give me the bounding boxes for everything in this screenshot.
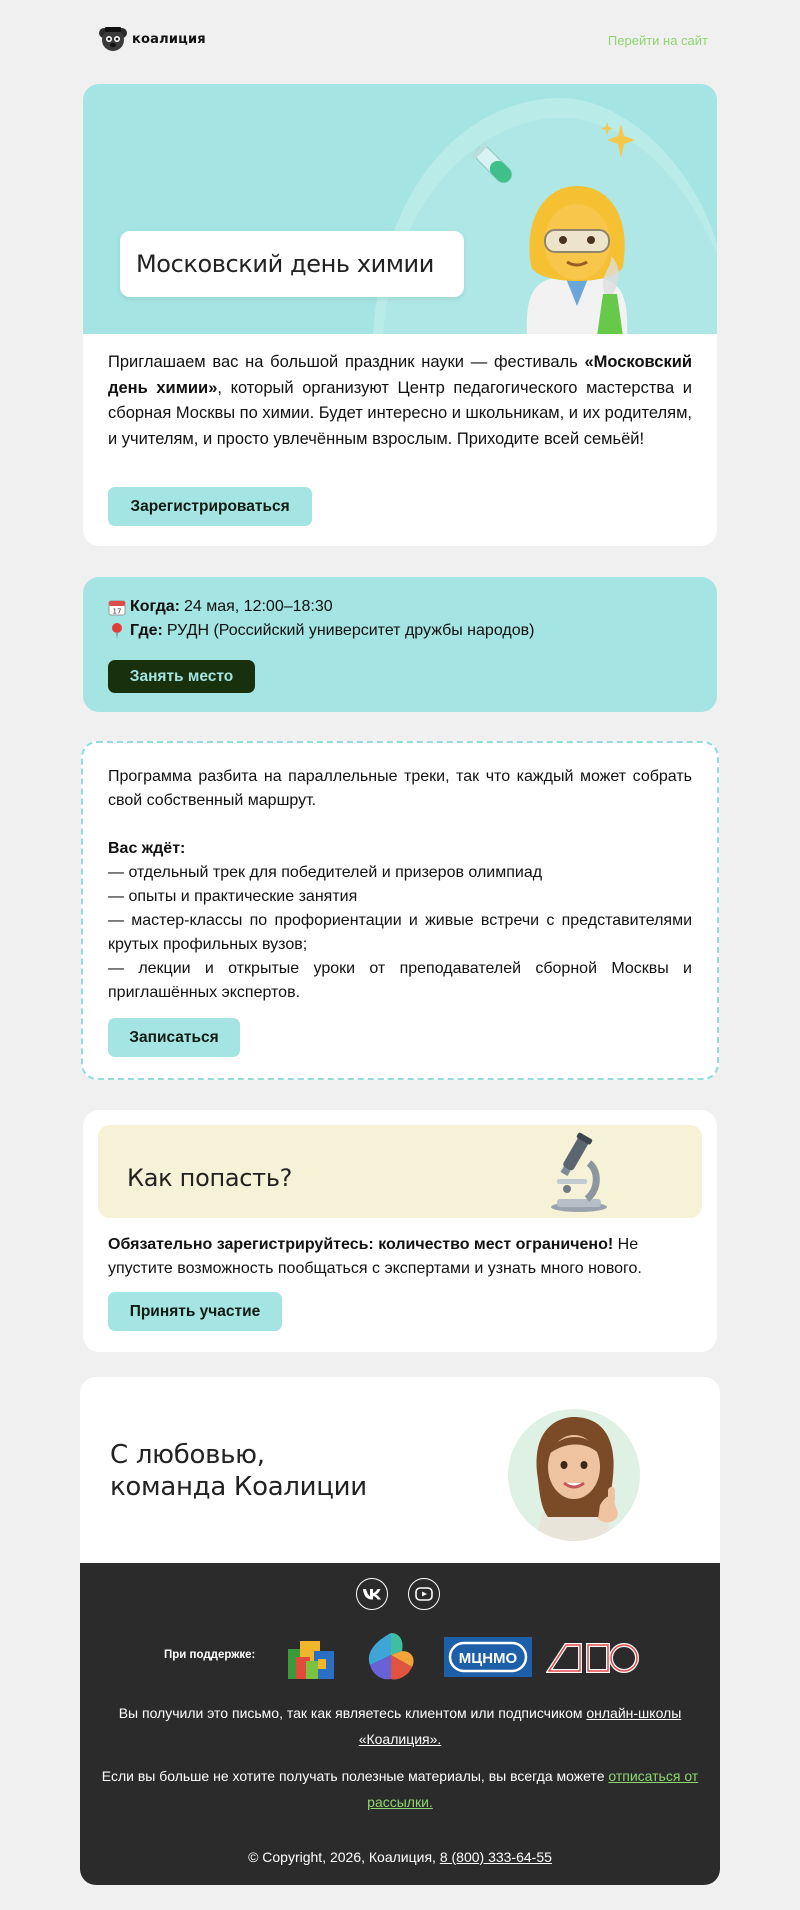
partner-cpm-logo-icon[interactable] xyxy=(284,1631,340,1685)
copyright xyxy=(100,1844,700,1870)
sign-up-button[interactable]: Записаться xyxy=(108,1018,240,1057)
subscription-notice xyxy=(100,1700,700,1752)
program-intro: Программа разбита на параллельные треки, так что каждый может собрать свой собственный маршрут. xyxy=(108,768,692,809)
program-card xyxy=(81,741,719,1080)
logo[interactable] xyxy=(98,24,206,54)
vk-link[interactable] xyxy=(356,1578,388,1610)
how-to-text-rest: Не упустите возможность пообщаться с экспертами и узнать много нового. xyxy=(108,1236,642,1277)
how-to-text xyxy=(108,1233,692,1281)
youtube-icon xyxy=(415,1587,433,1601)
hero-intro-text xyxy=(108,350,692,452)
festival-name: «Московский день химии» xyxy=(108,353,692,397)
program-item: — отдельный трек для победителей и призеров олимпиад xyxy=(108,864,543,881)
unsubscribe-text: Если вы больше не хотите получать полезные материалы, вы всегда можете xyxy=(101,1768,609,1784)
when-value: 24 мая, 12:00–18:30 xyxy=(183,598,333,615)
partner-mcnmo-logo-icon[interactable] xyxy=(444,1637,532,1677)
intro-text-start: Приглашаем вас на большой праздник науки — фестиваль xyxy=(108,353,585,371)
event-info-card xyxy=(83,577,717,712)
how-to-warning: Обязательно зарегистрируйтесь: количество мест ограничено! xyxy=(108,1236,614,1253)
vk-icon xyxy=(362,1587,382,1601)
sparkles-icon xyxy=(599,120,639,164)
where-line xyxy=(108,622,534,640)
go-to-site-link[interactable]: Перейти на сайт xyxy=(607,33,708,48)
program-item: — лекции и открытые уроки от преподавателей сборной Москвы и приглашённых экспертов. xyxy=(108,960,692,1001)
program-item: — мастер-классы по профориентации и живые встречи с представителями крутых профильных вузов; xyxy=(108,912,692,953)
signature xyxy=(110,1439,367,1503)
signature-line: С любовью, xyxy=(110,1440,265,1470)
unsubscribe-notice xyxy=(100,1763,700,1815)
unsubscribe-link[interactable]: отписаться от рассылки. xyxy=(367,1768,699,1810)
svg-text:17: 17 xyxy=(112,607,122,616)
where-label: Где: xyxy=(130,622,163,639)
copyright-text: © Copyright, 2026, Коалиция, xyxy=(248,1849,440,1865)
where-value: РУДН (Российский университет дружбы народов) xyxy=(166,622,535,639)
pin-icon xyxy=(108,622,126,640)
partner-dpo-logo-icon[interactable] xyxy=(546,1641,640,1675)
signature-line: команда Коалиции xyxy=(110,1472,367,1502)
register-button[interactable]: Зарегистрироваться xyxy=(108,487,312,526)
how-to-banner xyxy=(98,1125,702,1218)
avatar xyxy=(508,1409,640,1541)
how-to-title: Как попасть? xyxy=(127,1164,293,1192)
memoji-avatar-icon xyxy=(508,1409,640,1541)
youtube-link[interactable] xyxy=(408,1578,440,1610)
hero-card xyxy=(83,84,717,546)
outro-block xyxy=(80,1377,720,1885)
test-tube-icon xyxy=(469,140,521,192)
hero-banner xyxy=(83,84,717,334)
header xyxy=(82,22,718,62)
partner-mcnmo-text: МЦНМО xyxy=(458,1650,518,1667)
online-school-link[interactable]: онлайн-школы «Коалиция». xyxy=(358,1705,682,1747)
phone-link[interactable]: 8 (800) 333-64-55 xyxy=(439,1849,552,1865)
hero-title: Московский день химии xyxy=(136,250,434,278)
how-to-attend-card xyxy=(83,1110,717,1352)
partner-star-logo-icon[interactable] xyxy=(364,1629,418,1687)
hero-title-box xyxy=(120,231,464,297)
program-item: — опыты и практические занятия xyxy=(108,888,358,905)
microscope-icon xyxy=(543,1131,615,1213)
participate-button[interactable]: Принять участие xyxy=(108,1292,282,1331)
book-seat-button[interactable]: Занять место xyxy=(108,660,255,693)
intro-text-end: , который организуют Центр педагогического мастерства и сборная Москвы по химии. Будет интересно и школьникам, и их родителям, и учителям, и просто увлечённым взрослым. Приходите всей семьёй! xyxy=(108,378,692,448)
logo-text: коалиция xyxy=(132,31,206,47)
scientist-emoji-icon xyxy=(517,176,637,334)
support-label: При поддержке: xyxy=(164,1649,256,1661)
when-label: Когда: xyxy=(130,598,180,615)
when-line xyxy=(108,598,333,616)
calendar-icon xyxy=(108,598,126,616)
notice-text: Вы получили это письмо, так как являетесь клиентом или подписчиком xyxy=(118,1705,587,1721)
footer xyxy=(80,1563,720,1885)
koala-logo-icon xyxy=(98,24,128,54)
program-heading: Вас ждёт: xyxy=(108,840,186,857)
